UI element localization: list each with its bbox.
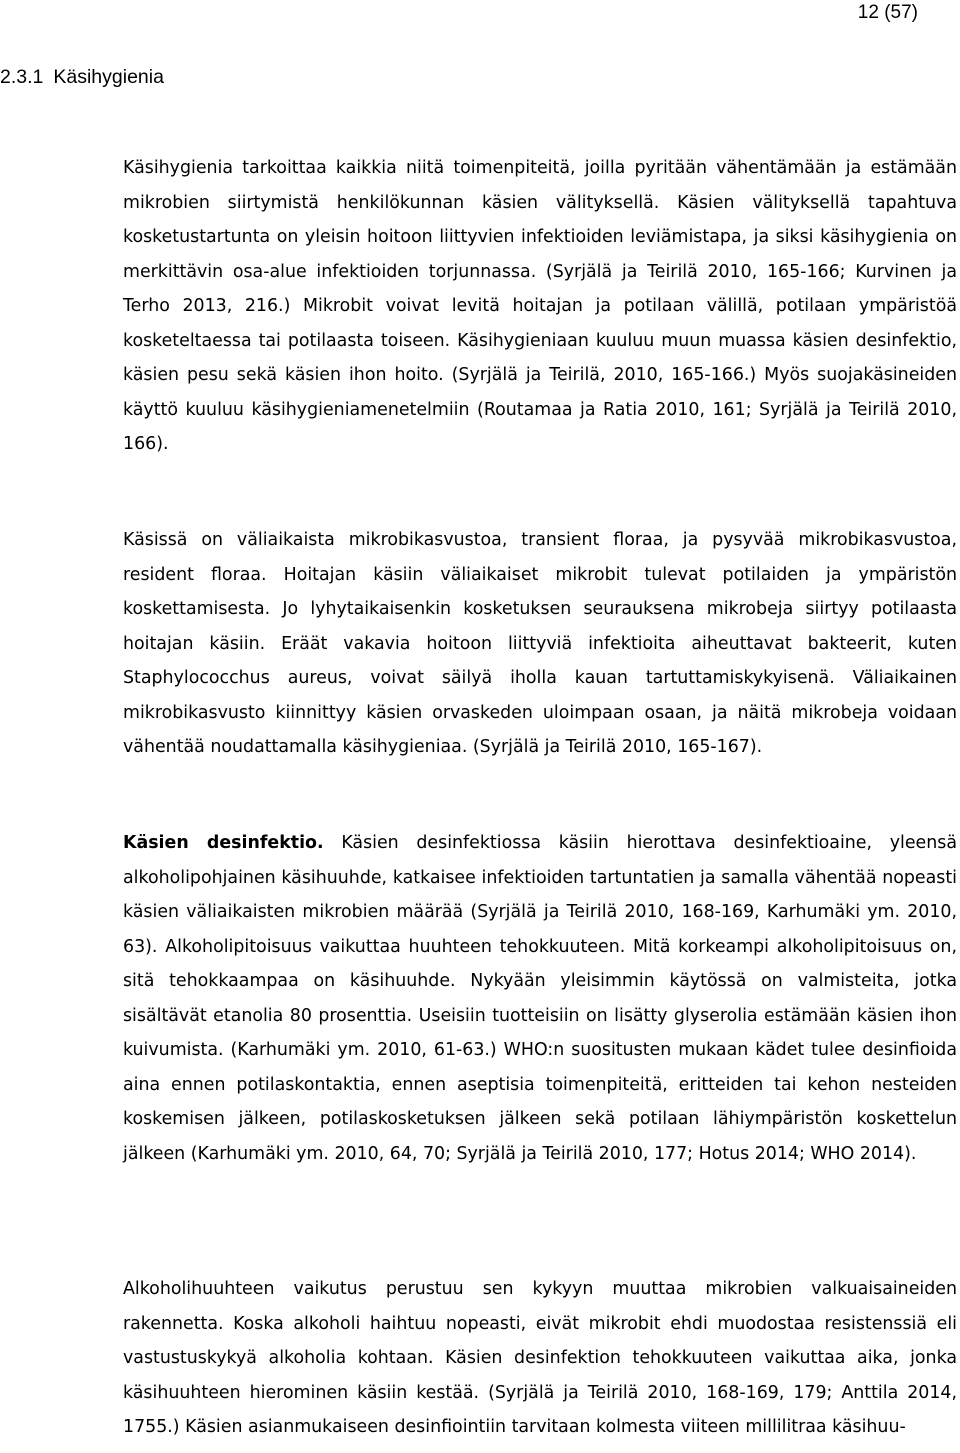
section-title: Käsihygienia: [53, 66, 164, 88]
section-number: 2.3.1: [0, 66, 44, 88]
section-heading: [0, 66, 164, 89]
paragraph-2: Käsissä on väliaikaista mikrobikasvustoa, transient floraa, ja pysyvää mikrobikasvustoa, resident floraa. Hoitajan käsiin väliaikaiset mikrobit tulevat potilaiden ja ympäristön koskettamisesta. Jo lyhytaikaisenkin kosketuksen seurauksena mikrobeja siirtyy potilaasta hoitajan käsiin. Eräät vakavia hoitoon liittyviä infektioita aiheuttavat bakteerit, kuten Staphylococchus aureus, voivat säilyä iholla kauan tartuttamiskykyisenä. Väliaikainen mikrobikasvusto kiinnittyy käsien orvaskeden uloimpaan osaan, ja näitä mikrobeja voidaan vähentää noudattamalla käsihygieniaa. (Syrjälä ja Teirilä 2010, 165-167).: [123, 530, 957, 757]
paragraph-1: Käsihygienia tarkoittaa kaikkia niitä toimenpiteitä, joilla pyritään vähentämään ja estämään mikrobien siirtymistä henkilökunnan käsien välityksellä. Käsien välityksellä tapahtuva kosketustartunta on yleisin hoitoon liittyvien infektioiden leviämistapa, ja siksi käsihygienia on merkittävin osa-alue infektioiden torjunnassa. (Syrjälä ja Teirilä 2010, 165-166; Kurvinen ja Terho 2013, 216.) Mikrobit voivat levitä hoitajan ja potilaan välillä, potilaan ympäristöä kosketeltaessa tai potilaasta toiseen. Käsihygieniaan kuuluu muun muassa käsien desinfektio, käsien pesu sekä käsien ihon hoito. (Syrjälä ja Teirilä, 2010, 165-166.) Myös suojakäsineiden käyttö kuuluu käsihygieniamenetelmiin (Routamaa ja Ratia 2010, 161; Syrjälä ja Teirilä 2010, 166).: [123, 158, 957, 454]
paragraph-desinfektio: [123, 826, 957, 1171]
desinfektio-text: Käsien desinfektiossa käsiin hierottava desinfektioaine, yleensä alkoholipohjainen käsihuuhde, katkaisee infektioiden tartuntatien ja samalla vähentää nopeasti käsien väliaikaisten mikrobien määrää (Syrjälä ja Teirilä 2010, 168-169, Karhumäki ym. 2010, 63). Alkoholipitoisuus vaikuttaa huuhteen tehokkuuteen. Mitä korkeampi alkoholipitoisuus on, sitä tehokkaampaa on käsihuuhde. Nykyään yleisimmin käytössä on valmisteita, jotka sisältävät etanolia 80 prosenttia. Useisiin tuotteisiin on lisätty glyserolia estämään käsien ihon kuivumista. (Karhumäki ym. 2010, 61-63.) WHO:n suositusten mukaan kädet tulee desinfioida aina ennen potilaskontaktia, ennen aseptisia toimenpiteitä, eritteiden tai kehon nesteiden koskemisen jälkeen, potilaskosketuksen jälkeen sekä potilaan lähiympäristön koskettelun jälkeen (Karhumäki ym. 2010, 64, 70; Syrjälä ja Teirilä 2010, 177; Hotus 2014; WHO 2014).: [123, 833, 957, 1164]
page-number: 12 (57): [857, 2, 918, 23]
run-in-heading: Käsien desinfektio.: [123, 833, 324, 853]
paragraph-4: Alkoholihuuhteen vaikutus perustuu sen kykyyn muuttaa mikrobien valkuaisaineiden rakennetta. Koska alkoholi haihtuu nopeasti, eivät mikrobit ehdi muodostaa resistenssiä eli vastustuskykyä alkoholia kohtaan. Käsien desinfektion tehokkuuteen vaikuttaa aika, jonka käsihuuhteen hierominen käsiin kestää. (Syrjälä ja Teirilä 2010, 168-169, 179; Anttila 2014, 1755.) Käsien asianmukaiseen desinfiointiin tarvitaan kolmesta viiteen millilitraa käsihuu-: [123, 1279, 957, 1437]
